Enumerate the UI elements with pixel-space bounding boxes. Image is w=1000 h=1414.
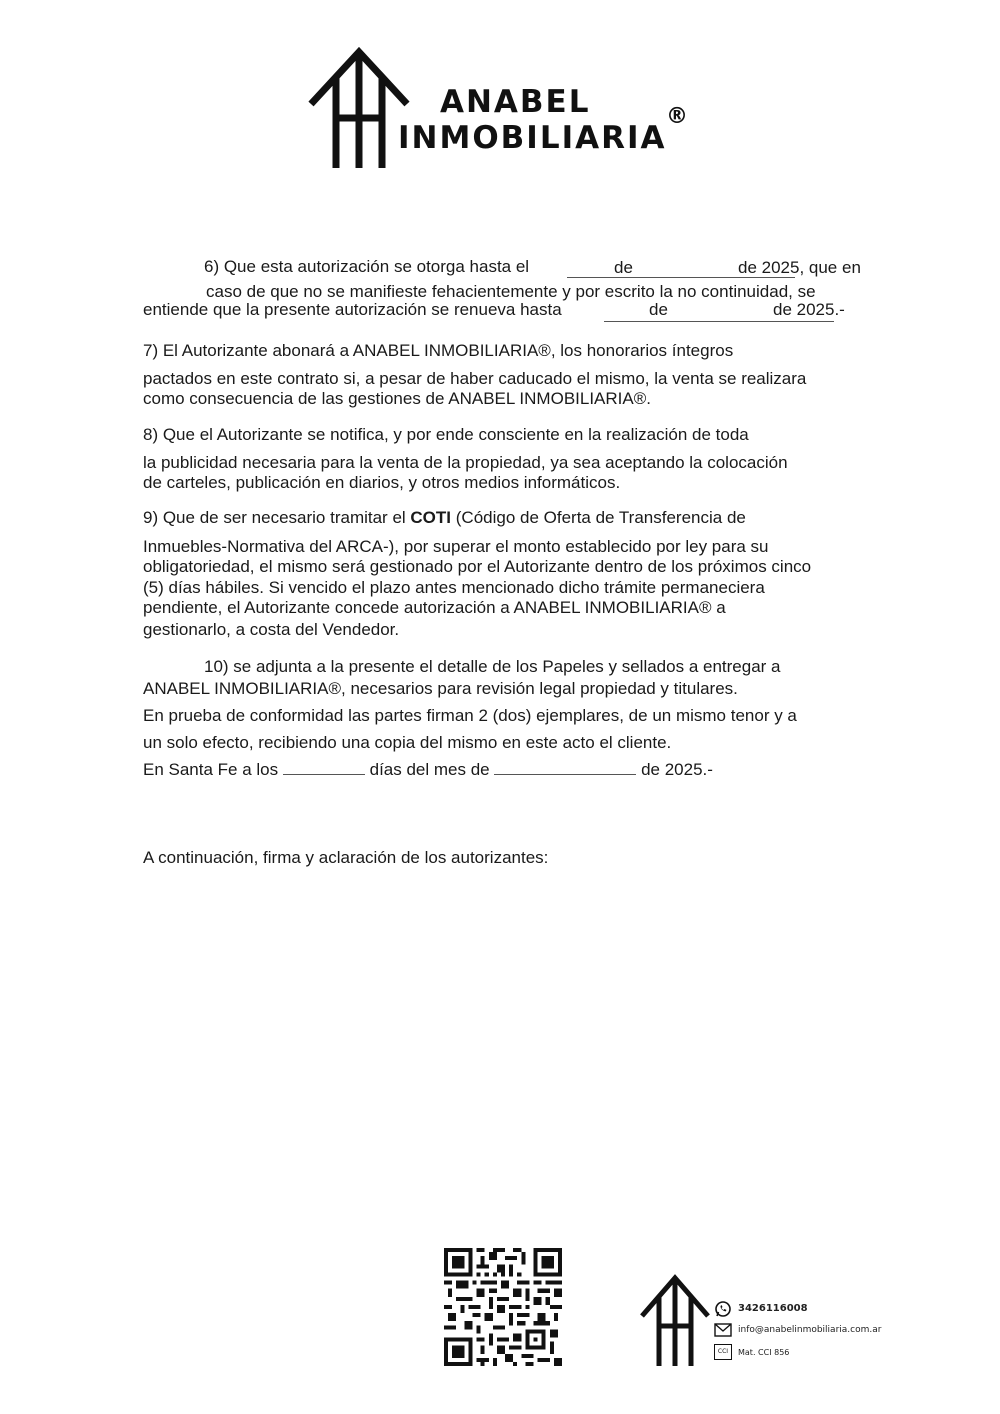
license-badge-icon: CCI [714, 1344, 732, 1360]
clause-7-line-1: 7) El Autorizante abonará a ANABEL INMOBILIARIA®, los honorarios íntegros [143, 341, 734, 360]
clause-6-line-2: caso de que no se manifieste fehacientemente y por escrito la no continuidad, se [206, 282, 816, 301]
clause-9-line-5: pendiente, el Autorizante concede autorización a ANABEL INMOBILIARIA® a [143, 598, 726, 617]
footer-house-logo-icon [640, 1274, 710, 1370]
day-blank [283, 774, 365, 775]
clause-6-line-1: 6) Que esta autorización se otorga hasta el [204, 257, 530, 276]
signature-instruction: A continuación, firma y aclaración de los autorizantes: [143, 848, 549, 867]
clause-9-line-1: 9) Que de ser necesario tramitar el COTI (Código de Oferta de Transferencia de [143, 508, 746, 527]
month-blank [494, 774, 636, 775]
clause-6-line-3-end: de 2025.- [773, 300, 845, 319]
brand-name-line1: ANABEL [440, 84, 591, 120]
clause-7-line-3: como consecuencia de las gestiones de ANABEL INMOBILIARIA®. [143, 389, 651, 408]
contact-email: info@anabelinmobiliaria.com.ar [738, 1325, 882, 1335]
clause-10-line-1: 10) se adjunta a la presente el detalle de los Papeles y sellados a entregar a [204, 657, 781, 676]
clause-9-line-4: (5) días hábiles. Si vencido el plazo antes mencionado dicho trámite permaneciera [143, 578, 765, 597]
clause-6-line-1-end: de 2025, que en [738, 258, 861, 277]
qr-code-icon [444, 1248, 562, 1366]
clause-10-line-4: un solo efecto, recibiendo una copia del mismo en este acto el cliente. [143, 733, 672, 752]
email-icon [714, 1323, 732, 1337]
clause-9-line-3: obligatoriedad, el mismo será gestionado por el Autorizante dentro de los próximos cinco [143, 557, 812, 576]
whatsapp-icon [714, 1300, 732, 1318]
house-logo-icon [308, 46, 410, 176]
clause-10-line-2: ANABEL INMOBILIARIA®, necesarios para revisión legal propiedad y titulares. [143, 679, 738, 698]
clause-8-line-2: la publicidad necesaria para la venta de la propiedad, ya sea aceptando la colocación [143, 453, 788, 472]
clause-8-line-3: de carteles, publicación en diarios, y otros medios informáticos. [143, 473, 621, 492]
clause-7-line-2: pactados en este contrato si, a pesar de haber caducado el mismo, la venta se realizara [143, 369, 807, 388]
clause-8-line-1: 8) Que el Autorizante se notifica, y por ende consciente en la realización de toda [143, 425, 749, 444]
clause-9-line-2: Inmuebles-Normativa del ARCA-), por superar el monto establecido por ley para su [143, 537, 769, 556]
clause-6-line-3: entiende que la presente autorización se renueva hasta [143, 300, 562, 319]
clause-10-line-5: En Santa Fe a los días del mes de de 2025.- [143, 760, 713, 779]
clause-6-de-2: de [649, 300, 668, 319]
clause-6-de-1: de [614, 258, 633, 277]
license-number: Mat. CCI 856 [738, 1348, 790, 1357]
clause-10-line-3: En prueba de conformidad las partes firman 2 (dos) ejemplares, de un mismo tenor y a [143, 706, 797, 725]
brand-name-line2: INMOBILIARIA [398, 120, 667, 156]
registered-mark: ® [666, 104, 688, 129]
clause-6-renewal-blank [604, 321, 834, 322]
contact-phone: 3426116008 [738, 1303, 808, 1314]
clause-9-line-6: gestionarlo, a costa del Vendedor. [143, 620, 400, 639]
coti-term: COTI [410, 508, 452, 527]
